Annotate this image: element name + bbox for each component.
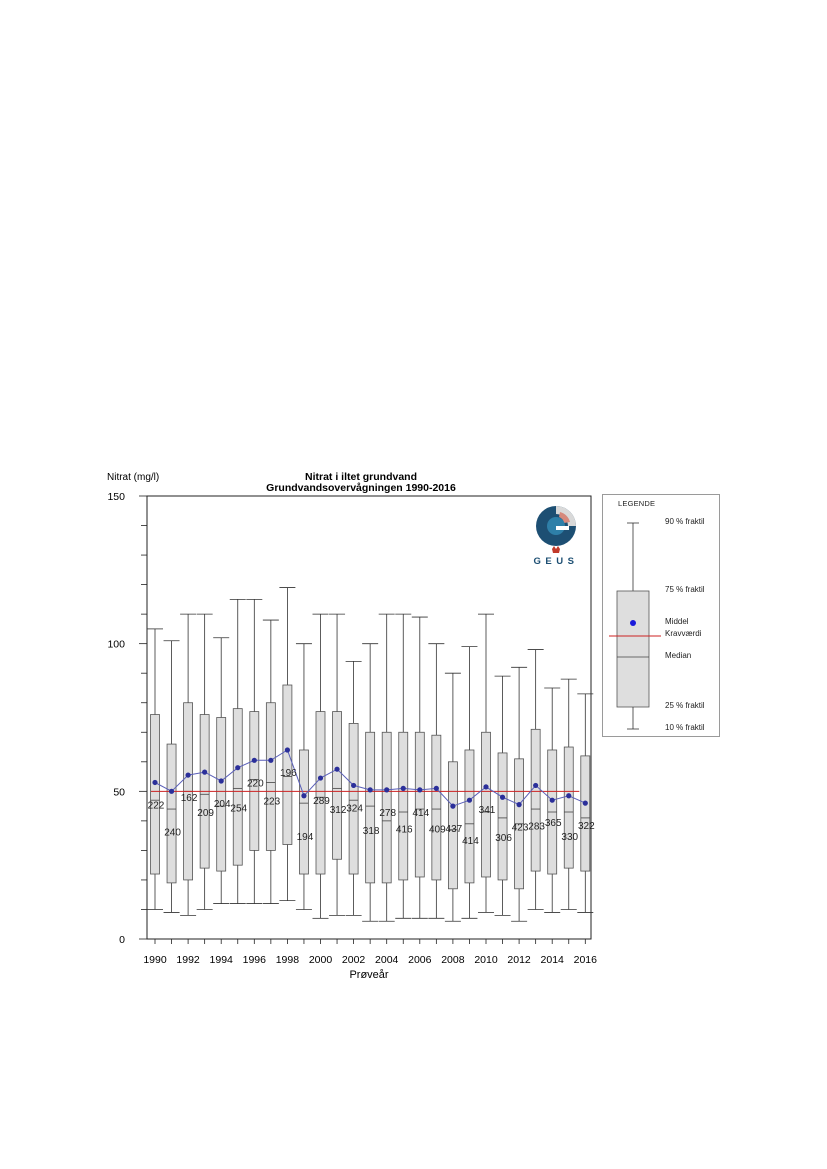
x-tick-label: 2008	[441, 954, 465, 966]
legend	[602, 494, 720, 737]
x-tick-label: 1990	[143, 954, 167, 966]
box-series	[147, 588, 593, 922]
mean-point	[368, 787, 373, 792]
legend-mean-label: Middel	[665, 617, 689, 626]
box-2007	[428, 644, 444, 919]
mean-point	[500, 795, 505, 800]
sample-count-label: 437	[445, 824, 463, 836]
y-tick-label: 150	[107, 491, 125, 503]
iqr-box	[349, 723, 358, 874]
mean-point	[318, 775, 323, 780]
chart-subtitle: Grundvandsovervågningen 1990-2016	[266, 482, 456, 494]
mean-point	[483, 784, 488, 789]
geus-wordmark: GEUS	[533, 556, 579, 567]
sample-count-label: 414	[462, 836, 479, 848]
mean-point	[550, 798, 555, 803]
box-1994	[213, 638, 229, 904]
iqr-box	[531, 729, 540, 871]
iqr-box	[399, 732, 408, 880]
mean-point	[533, 783, 538, 788]
sample-count-label: 306	[495, 833, 512, 845]
x-axis	[143, 939, 597, 966]
iqr-box	[581, 756, 590, 871]
mean-point	[268, 758, 273, 763]
mean-point	[235, 765, 240, 770]
sample-count-label: 196	[280, 767, 297, 779]
x-tick-label: 1996	[242, 954, 266, 966]
box-2009	[461, 647, 477, 919]
mean-point	[202, 770, 207, 775]
mean-point	[467, 798, 472, 803]
box-2002	[346, 661, 362, 915]
box-1993	[197, 614, 213, 909]
sample-count-label: 324	[346, 803, 363, 815]
iqr-box	[415, 732, 424, 877]
box-1995	[230, 599, 246, 903]
legend-box-sample	[617, 591, 649, 707]
iqr-box	[432, 735, 441, 880]
iqr-box	[217, 718, 226, 872]
sample-count-label: 409	[429, 824, 446, 836]
legend-median-label: Median	[665, 651, 692, 660]
y-axis	[107, 491, 147, 946]
box-2000	[313, 614, 329, 918]
mean-point	[517, 802, 522, 807]
sample-count-label: 220	[246, 778, 264, 790]
sample-count-label: 322	[577, 821, 595, 833]
mean-point	[351, 783, 356, 788]
box-2004	[379, 614, 395, 921]
sample-count-label: 341	[478, 804, 496, 816]
mean-point	[301, 793, 306, 798]
iqr-box	[266, 703, 275, 851]
sample-count-label: 194	[296, 831, 314, 843]
box-2012	[511, 667, 527, 921]
iqr-box	[233, 709, 242, 866]
mean-point	[169, 789, 174, 794]
sample-count-label: 330	[561, 831, 579, 843]
iqr-box	[167, 744, 176, 883]
sample-count-label: 416	[395, 824, 413, 836]
mean-point	[450, 804, 455, 809]
iqr-box	[151, 715, 160, 874]
legend-p90-label: 90 % fraktil	[665, 517, 705, 526]
x-tick-label: 1992	[176, 954, 200, 966]
sample-count-label: 283	[528, 821, 545, 833]
box-2013	[528, 650, 544, 910]
x-tick-label: 2016	[573, 954, 597, 966]
box-1991	[164, 641, 180, 913]
mean-point	[583, 801, 588, 806]
mean-point	[566, 793, 571, 798]
mean-point	[401, 786, 406, 791]
iqr-box	[283, 685, 292, 844]
x-tick-label: 2012	[507, 954, 531, 966]
sample-count-label: 209	[197, 808, 214, 820]
box-1996	[246, 599, 262, 903]
legend-p25-label: 25 % fraktil	[665, 701, 705, 710]
mean-point	[186, 772, 191, 777]
sample-count-label: 204	[213, 798, 231, 810]
box-1998	[279, 588, 295, 901]
sample-count-label: 254	[230, 803, 248, 815]
box-1999	[296, 644, 312, 910]
legend-threshold-label: Kravværdi	[665, 629, 702, 638]
x-tick-label: 2014	[540, 954, 564, 966]
sample-count-label: 162	[180, 793, 198, 805]
iqr-box	[299, 750, 308, 874]
sample-count-label: 278	[379, 807, 397, 819]
mean-point	[219, 778, 224, 783]
sample-count-label: 222	[147, 800, 165, 812]
sample-count-label: 423	[511, 822, 529, 834]
iqr-box	[333, 712, 342, 860]
box-1990	[147, 629, 163, 910]
sample-count-label: 318	[362, 825, 380, 837]
legend-p10-label: 10 % fraktil	[665, 723, 705, 732]
box-2001	[329, 614, 345, 915]
sample-count-label: 240	[164, 827, 181, 839]
box-1992	[180, 614, 196, 915]
mean-point	[152, 780, 157, 785]
x-axis-label: Prøveår	[349, 969, 389, 981]
x-tick-label: 2010	[474, 954, 498, 966]
mean-point	[434, 786, 439, 791]
iqr-box	[366, 732, 375, 883]
box-2008	[445, 673, 461, 921]
legend-title: LEGENDE	[618, 499, 656, 508]
chart-title: Nitrat i iltet grundvand	[304, 471, 418, 483]
geus-emblem-icon	[528, 503, 584, 557]
sample-count-label: 365	[544, 818, 562, 830]
box-2003	[362, 644, 378, 922]
iqr-box	[316, 712, 325, 874]
iqr-box	[564, 747, 573, 868]
mean-point	[252, 758, 257, 763]
legend-mean-dot	[630, 620, 636, 626]
x-tick-label: 2006	[408, 954, 432, 966]
mean-point	[334, 767, 339, 772]
x-tick-label: 2004	[375, 954, 399, 966]
sample-count-label: 312	[329, 805, 347, 817]
y-tick-label: 0	[119, 934, 125, 946]
x-tick-label: 2002	[341, 954, 366, 966]
box-2005	[395, 614, 411, 918]
y-tick-label: 100	[107, 638, 125, 651]
x-tick-label: 1994	[209, 954, 233, 966]
mean-point	[417, 787, 422, 792]
y-tick-label: 50	[113, 786, 125, 799]
legend-p75-label: 75 % fraktil	[665, 585, 705, 594]
mean-point	[285, 747, 290, 752]
iqr-box	[498, 753, 507, 880]
box-2006	[412, 617, 428, 918]
x-tick-label: 2000	[308, 954, 333, 966]
iqr-box	[465, 750, 474, 883]
box-2010	[478, 614, 494, 912]
sample-count-label: 223	[263, 796, 281, 808]
mean-point	[384, 787, 389, 792]
sample-count-label: 289	[313, 796, 330, 808]
x-tick-label: 1998	[275, 954, 300, 966]
y-axis-label: Nitrat (mg/l)	[107, 472, 160, 483]
geus-logo	[528, 503, 584, 569]
sample-count-label: 414	[412, 807, 430, 819]
